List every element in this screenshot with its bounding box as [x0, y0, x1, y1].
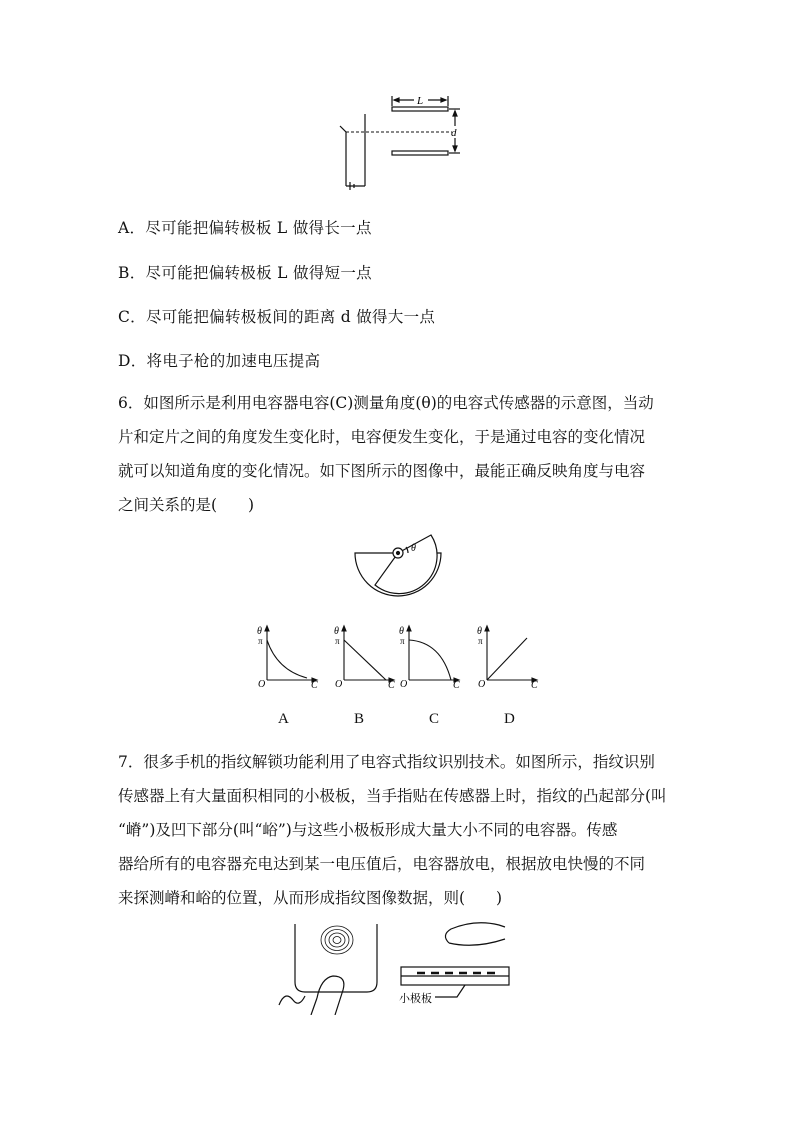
graph-c-pi: π [400, 636, 405, 646]
graph-d-y-label: θ [477, 626, 482, 637]
graph-a-origin: O [258, 679, 266, 690]
graph-c-x-label: C [453, 680, 460, 690]
capacitive-angle-sensor-figure [345, 525, 455, 600]
graph-b-letter: B [354, 711, 365, 727]
graph-b [332, 620, 402, 690]
graph-a-pi: π [258, 636, 263, 646]
label-d: d [451, 127, 457, 139]
small-plate-label: 小极板 [399, 993, 432, 1005]
graph-c-y-label: θ [399, 626, 404, 637]
q7-line-5: 来探测嵴和峪的位置，从而形成指纹图像数据，则( ) [118, 889, 503, 907]
option-b: B．尽可能把偏转极板 L 做得短一点 [118, 264, 372, 282]
q7-line-3: “嵴”)及凹下部分(叫“峪”)与这些小极板形成大量大小不同的电容器。传感 [118, 821, 618, 839]
graph-d-origin: O [478, 679, 486, 690]
q7-line-1: 7．很多手机的指纹解锁功能利用了电容式指纹识别技术。如图所示，指纹识别 [118, 753, 655, 771]
option-d: D．将电子枪的加速电压提高 [118, 352, 321, 370]
graph-a-letter: A [278, 711, 289, 727]
graph-d [475, 620, 545, 690]
finger-sensor-cross-section [395, 915, 515, 1005]
graph-a-y-label: θ [257, 626, 262, 637]
q6-line-2: 片和定片之间的角度发生变化时，电容便发生变化，于是通过电容的变化情况 [118, 428, 646, 446]
q6-line-4: 之间关系的是( ) [118, 496, 255, 514]
graph-c-letter: C [429, 711, 440, 727]
deflection-plates-figure [330, 90, 470, 190]
graph-c [397, 620, 467, 690]
q7-line-2: 传感器上有大量面积相同的小极板，当手指贴在传感器上时，指纹的凸起部分(叫 [118, 787, 667, 805]
graph-b-pi: π [335, 636, 340, 646]
label-L: L [417, 95, 424, 107]
option-c: C．尽可能把偏转极板间的距离 d 做得大一点 [118, 308, 436, 326]
q6-line-1: 6．如图所示是利用电容器电容(C)测量角度(θ)的电容式传感器的示意图，当动 [118, 394, 654, 412]
question-6 [118, 386, 688, 522]
graph-b-y-label: θ [334, 626, 339, 637]
graph-b-origin: O [335, 679, 343, 690]
option-a: A．尽可能把偏转极板 L 做得长一点 [118, 219, 372, 237]
q7-line-4: 器给所有的电容器充电达到某一电压值后，电容器放电，根据放电快慢的不同 [118, 855, 646, 873]
graph-b-x-label: C [388, 680, 395, 690]
graph-c-origin: O [400, 679, 408, 690]
graph-a-x-label: C [311, 680, 318, 690]
graph-d-letter: D [504, 711, 515, 727]
question-7 [118, 745, 688, 915]
q6-line-3: 就可以知道角度的变化情况。如下图所示的图像中，最能正确反映角度与电容 [118, 462, 646, 480]
graph-d-x-label: C [531, 680, 538, 690]
graph-d-pi: π [478, 636, 483, 646]
phone-fingerprint-figure [275, 920, 385, 1015]
graph-a [255, 620, 325, 690]
sensor-theta-label: θ [411, 543, 416, 554]
